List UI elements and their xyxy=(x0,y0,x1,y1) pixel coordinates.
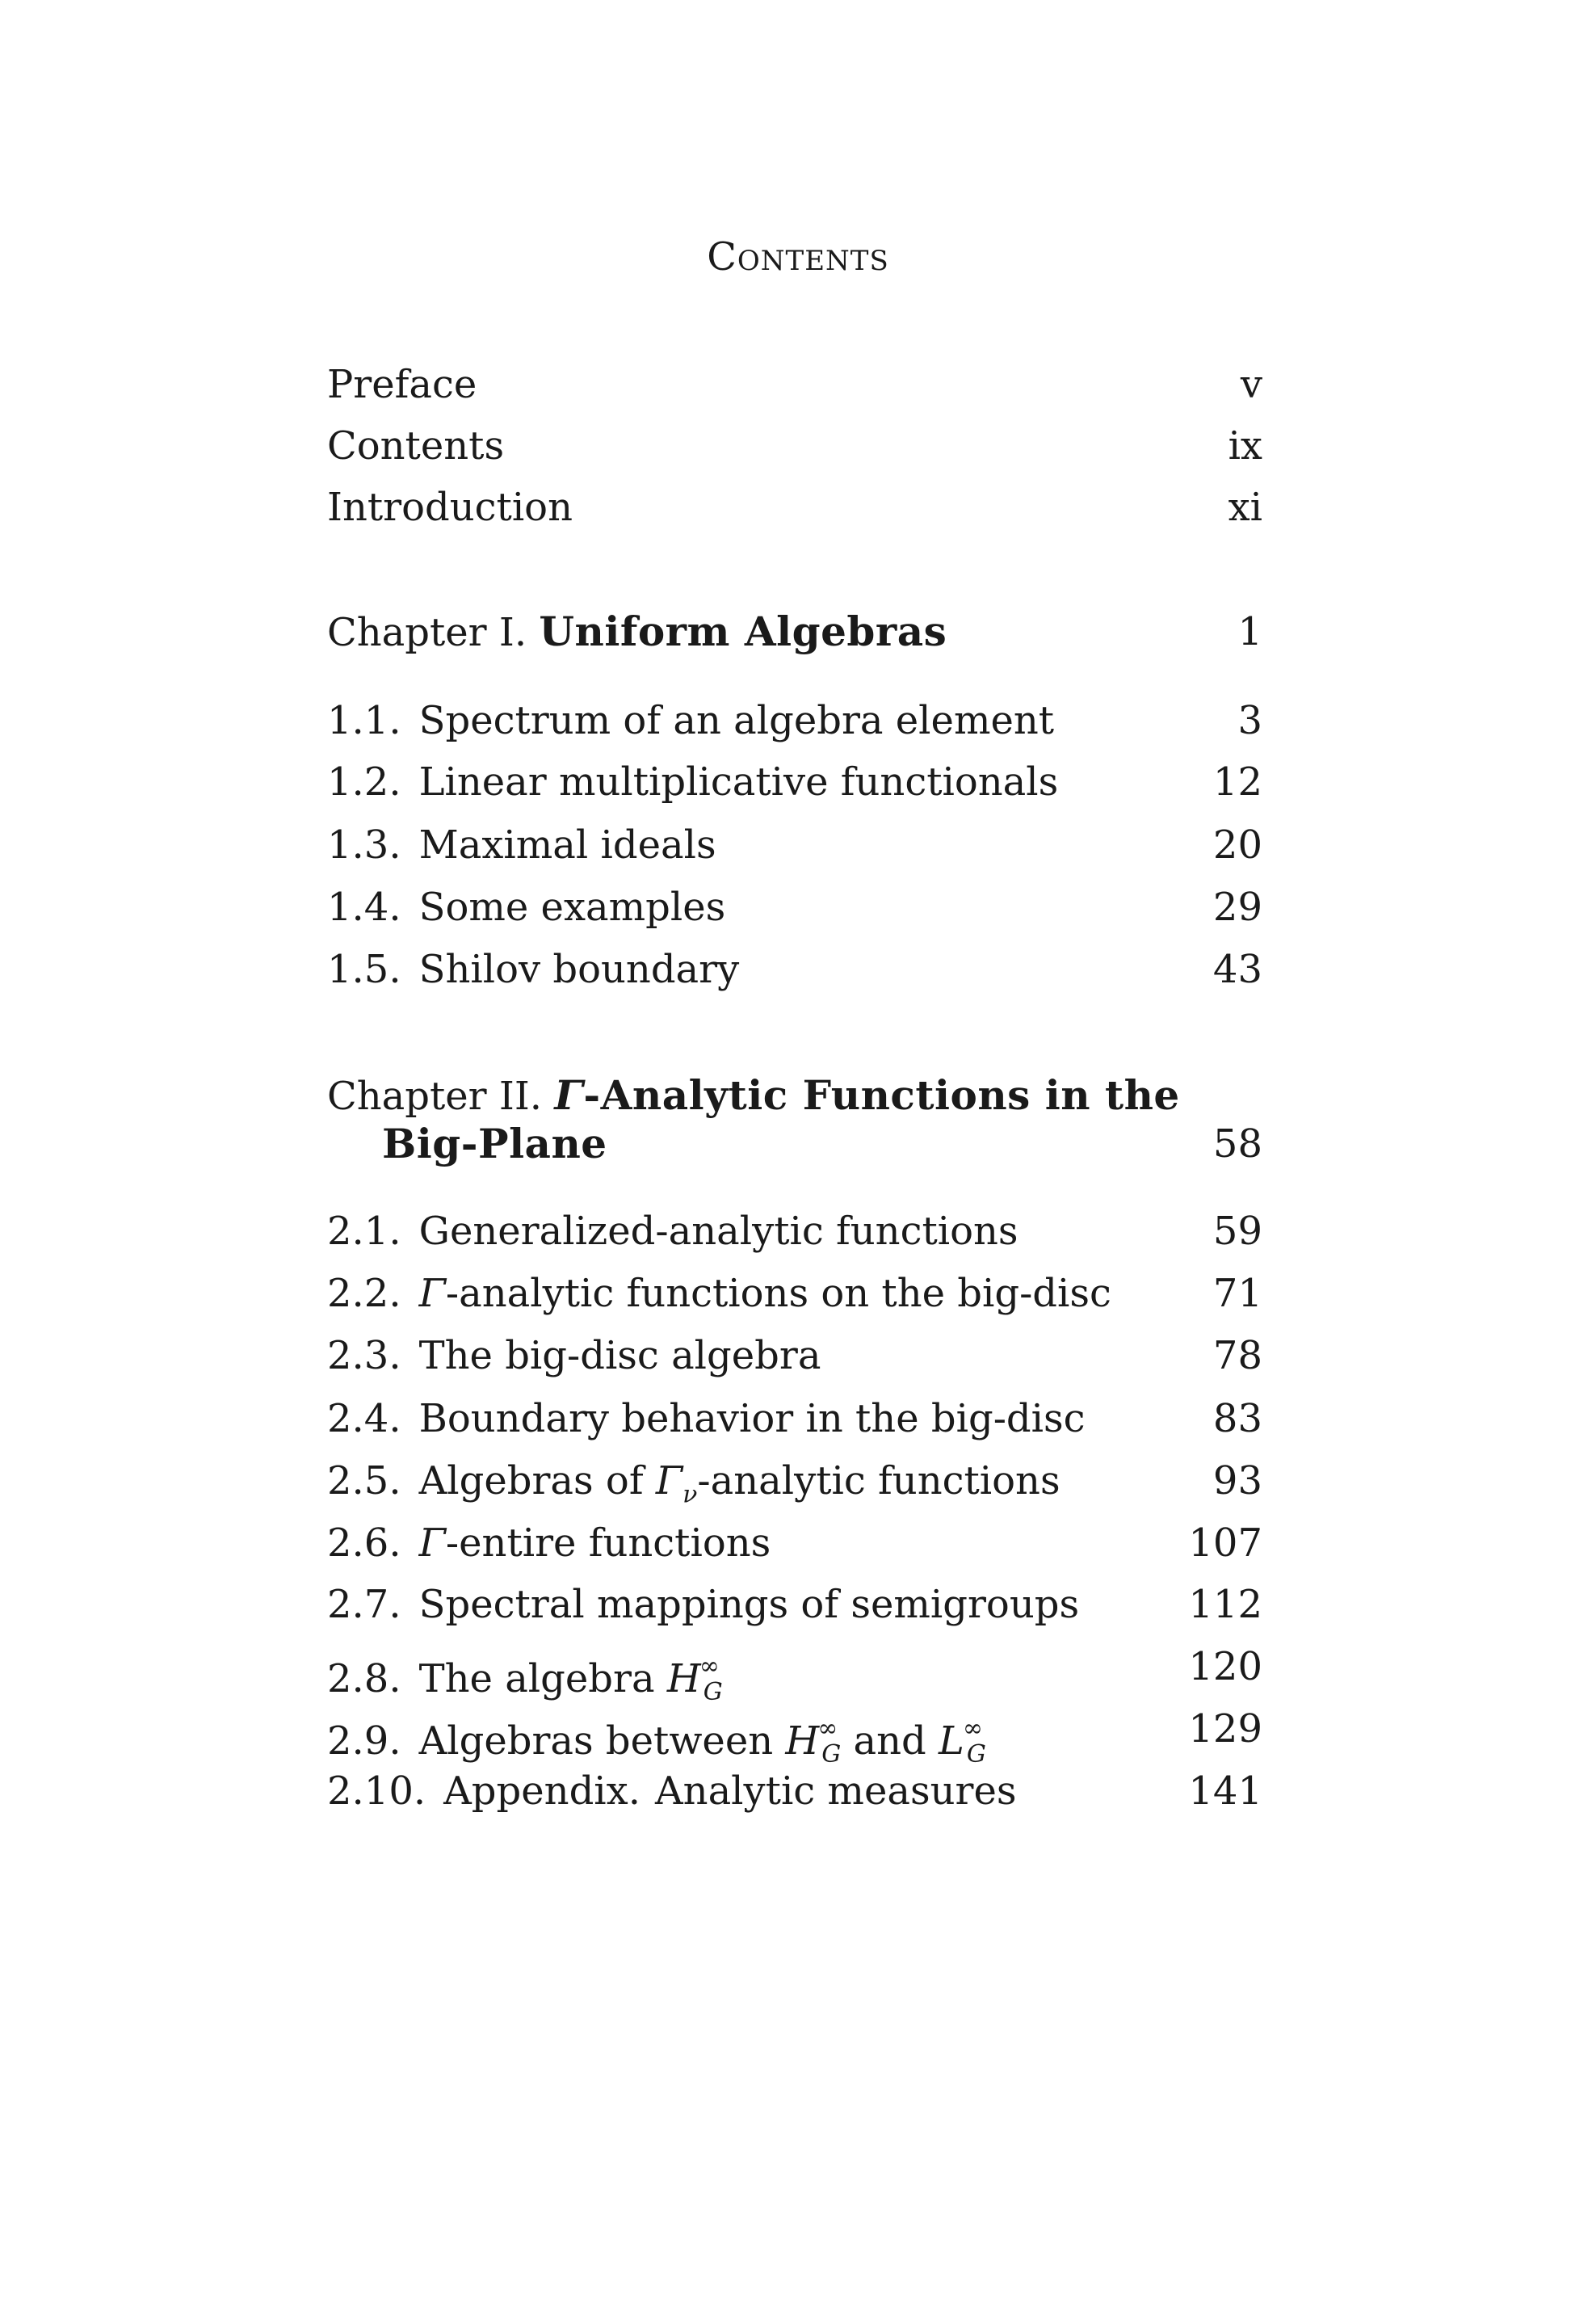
entry-page: 83 xyxy=(1212,1396,1262,1441)
entry-page: 3 xyxy=(1237,698,1262,743)
toc-entry-preface[interactable] xyxy=(327,360,1262,409)
chapter-heading-1[interactable] xyxy=(327,608,1262,656)
entry-label: Introduction xyxy=(327,485,573,530)
section-title-pre: Appendix. xyxy=(443,1768,640,1814)
section-title: Some examples xyxy=(418,885,726,930)
g-subscript: G xyxy=(966,1740,986,1768)
gamma-symbol: Γ xyxy=(418,1520,446,1566)
entry-page: 59 xyxy=(1212,1209,1262,1254)
toc-entry[interactable] xyxy=(327,883,1262,932)
section-title: -entire functions xyxy=(445,1520,771,1566)
toc-entry[interactable] xyxy=(327,1580,1262,1629)
section-number: 1.5. xyxy=(327,947,401,992)
toc-entry[interactable] xyxy=(327,1394,1262,1443)
h-symbol: H xyxy=(666,1656,701,1701)
toc-entry[interactable] xyxy=(327,758,1262,806)
entry-page: 71 xyxy=(1212,1271,1262,1316)
toc-entry[interactable] xyxy=(327,945,1262,994)
section-number: 2.5. xyxy=(327,1458,401,1503)
toc-entry[interactable] xyxy=(327,1642,1262,1706)
chapter-prefix: Chapter I. xyxy=(327,610,527,655)
section-number: 1.3. xyxy=(327,822,401,868)
toc-entry[interactable] xyxy=(327,1457,1262,1509)
entry-page: 12 xyxy=(1212,759,1262,805)
chapter-prefix: Chapter II. xyxy=(327,1074,543,1119)
entry-page: 78 xyxy=(1212,1333,1262,1378)
section-title: Shilov boundary xyxy=(418,947,740,992)
section-number: 2.10. xyxy=(327,1768,426,1814)
section-title: Boundary behavior in the big-disc xyxy=(418,1396,1086,1441)
entry-page: 107 xyxy=(1188,1520,1262,1566)
h-symbol: H xyxy=(785,1718,820,1764)
gamma-symbol: Γ xyxy=(655,1458,683,1503)
entry-label: Preface xyxy=(327,362,477,407)
section-title-pre: Algebras between xyxy=(418,1718,786,1764)
section-number: 1.1. xyxy=(327,698,401,743)
chapter-title-line1: -Analytic Functions in the xyxy=(583,1071,1180,1119)
entry-label: Contents xyxy=(327,423,505,469)
section-title-mid: and xyxy=(841,1718,939,1764)
chapter-heading-2-cont[interactable] xyxy=(327,1120,1262,1168)
entry-page: 29 xyxy=(1212,885,1262,930)
section-title: Maximal ideals xyxy=(418,822,716,868)
toc-entry[interactable] xyxy=(327,696,1262,745)
section-title: Spectrum of an algebra element xyxy=(418,698,1055,743)
infinity-superscript: ∞ xyxy=(962,1714,983,1743)
section-title-pre: The algebra xyxy=(418,1656,667,1701)
section-number: 1.4. xyxy=(327,885,401,930)
section-title-post: Analytic measures xyxy=(654,1768,1017,1814)
chapter-title-line2: Big-Plane xyxy=(382,1120,607,1167)
section-title: Linear multiplicative functionals xyxy=(418,759,1059,805)
section-title: The big-disc algebra xyxy=(418,1333,821,1378)
section-number: 2.7. xyxy=(327,1582,401,1627)
section-number: 1.2. xyxy=(327,759,401,805)
gamma-symbol: Γ xyxy=(554,1071,584,1119)
toc-entry[interactable] xyxy=(327,1331,1262,1380)
page-title: Contents xyxy=(707,234,889,280)
toc-entry[interactable] xyxy=(327,1269,1262,1318)
toc-entry[interactable] xyxy=(327,1767,1262,1815)
infinity-superscript: ∞ xyxy=(699,1652,720,1680)
section-number: 2.2. xyxy=(327,1271,401,1316)
toc-entry[interactable] xyxy=(327,821,1262,869)
entry-page: 141 xyxy=(1188,1768,1262,1814)
section-title: -analytic functions on the big-disc xyxy=(445,1271,1111,1316)
entry-page: ix xyxy=(1228,423,1262,469)
section-title: Spectral mappings of semigroups xyxy=(418,1582,1080,1627)
entry-page: xi xyxy=(1228,485,1262,530)
chapter-page: 1 xyxy=(1237,609,1262,654)
gamma-symbol: Γ xyxy=(418,1271,446,1316)
toc-entry-introduction[interactable] xyxy=(327,483,1262,532)
g-subscript: G xyxy=(821,1740,842,1768)
toc-entry[interactable] xyxy=(327,1207,1262,1255)
section-title-post: -analytic functions xyxy=(697,1458,1060,1503)
chapter-heading-2[interactable] xyxy=(327,1071,1262,1120)
section-number: 2.1. xyxy=(327,1209,401,1254)
entry-page: 43 xyxy=(1212,947,1262,992)
toc-entry-contents[interactable] xyxy=(327,422,1262,470)
entry-page: 20 xyxy=(1212,822,1262,868)
toc-entry[interactable] xyxy=(327,1705,1262,1768)
chapter-page: 58 xyxy=(1212,1121,1262,1167)
entry-page: 120 xyxy=(1188,1644,1262,1689)
entry-page: 112 xyxy=(1188,1582,1262,1627)
section-number: 2.8. xyxy=(327,1656,401,1701)
section-number: 2.9. xyxy=(327,1718,401,1764)
section-number: 2.6. xyxy=(327,1520,401,1566)
section-title-pre: Algebras of xyxy=(418,1458,656,1503)
g-subscript: G xyxy=(703,1678,723,1706)
toc-entry[interactable] xyxy=(327,1519,1262,1567)
nu-subscript: ν xyxy=(682,1480,698,1509)
section-title: Generalized-analytic functions xyxy=(418,1209,1018,1254)
entry-page: 129 xyxy=(1188,1706,1262,1752)
section-number: 2.3. xyxy=(327,1333,401,1378)
chapter-title: Uniform Algebras xyxy=(539,608,947,655)
entry-page: 93 xyxy=(1212,1458,1262,1503)
entry-page: v xyxy=(1240,362,1262,407)
l-symbol: L xyxy=(939,1718,964,1764)
section-number: 2.4. xyxy=(327,1396,401,1441)
infinity-superscript: ∞ xyxy=(817,1714,838,1743)
